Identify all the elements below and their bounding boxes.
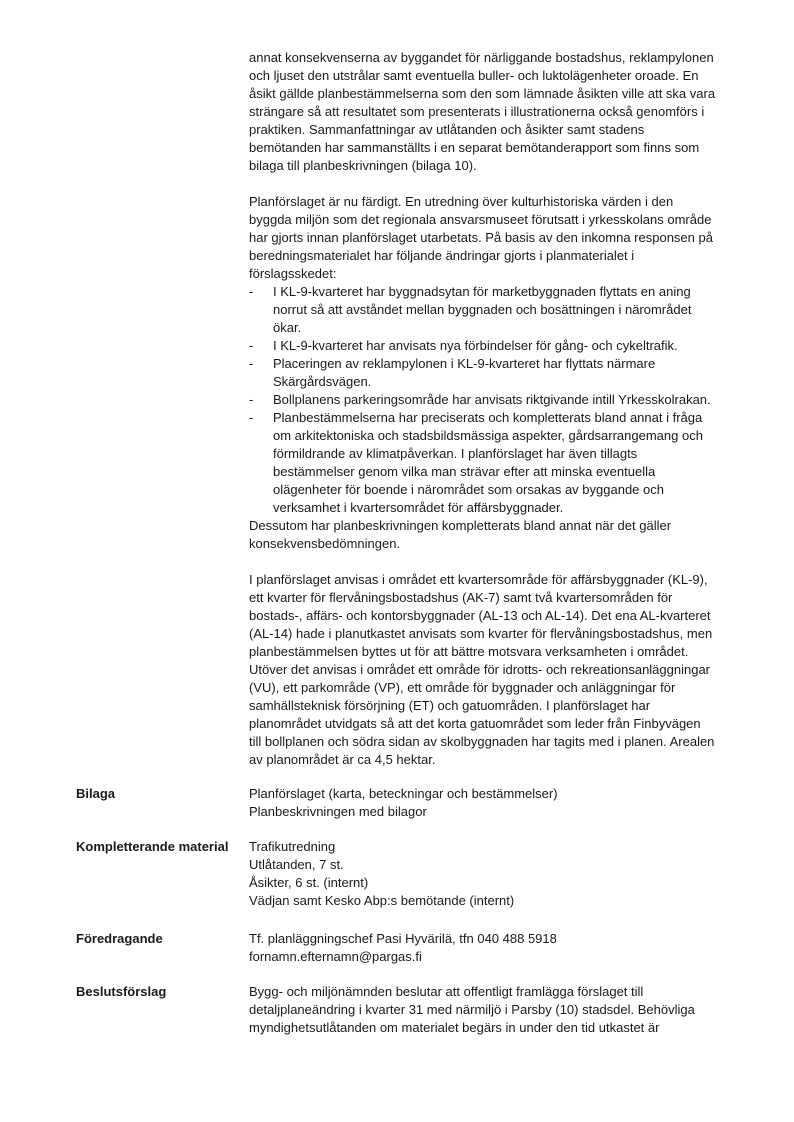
list-bullet: - (249, 410, 254, 425)
section-value: Planförslaget (karta, beteckningar och bestämmelser) Planbeskrivningen med bilagor (249, 786, 558, 819)
section-label: Beslutsförslag (76, 984, 167, 999)
paragraph-changes-intro: Planförslaget är nu färdigt. En utredning över kulturhistoriska värden i den byggda miljön som det regionala ansvarsmuseet förutsatt i yrkesskolans område har gjorts innan planförslaget utarbetats. På basis av den inkomna responsen på beredningsmaterialet har följande ändringar gjorts i planmaterialet i förslagsskedet: (249, 194, 713, 281)
list-item: - I KL-9-kvarteret har byggnadsytan för marketbyggnaden flyttats en aning norrut så att avståndet mellan byggnaden och bosättningen i närområdet ökar. (249, 284, 692, 335)
list-bullet: - (249, 284, 254, 299)
section-value: Trafikutredning Utlåtanden, 7 st. Åsikter, 6 st. (internt) Vädjan samt Kesko Abp:s bemötande (internt) (249, 839, 515, 908)
paragraph-changes-outro: Dessutom har planbeskrivningen kompletterats bland annat när det gäller konsekvensbedömningen. (249, 518, 672, 551)
section-value: Bygg- och miljönämnden beslutar att offentligt framlägga förslaget till detaljplaneändring i kvarter 31 med närmiljö i Parsby (10) stadsdel. Behövliga myndighetsutlåtanden om materialet begärs in under den tid utkastet är (249, 984, 695, 1035)
list-bullet: - (249, 392, 254, 407)
body-text (249, 49, 739, 769)
list-item: - Placeringen av reklampylonen i KL-9-kvarteret har flyttats närmare Skärgårdsvägen. (249, 356, 656, 389)
email-text: fornamn.efternamn@pargas.fi (249, 949, 422, 964)
section-label: Kompletterande material (76, 839, 229, 854)
list-bullet: - (249, 356, 254, 371)
changes-list (249, 283, 739, 517)
paragraph-consultation-summary: annat konsekvenserna av byggandet för närliggande bostadshus, reklampylonen och ljuset den utstrålar samt eventuella buller- och luktolägenheter oroade. En åsikt gällde planbestämmelserna som den som lämnade åsikten ville att ska vara strängare så att resultatet som presenterats i illustrationerna också genomförs i praktiken. Sammanfattningar av utlåtanden och åsikter samt stadens bemötanden har sammanställts i en separat bemötanderapport som finns som bilaga till planbeskrivningen (bilaga 10). (249, 50, 716, 173)
list-item: - Planbestämmelserna har preciserats och kompletterats bland annat i fråga om arkitektoniska och stadsbildsmässiga aspekter, gårdsarrangemang och förmildrande av klimatpåverkan. I planförslaget har även tillagts bestämmelser genom vilka man strävar efter att minska eventuella olägenheter för boende i närområdet som orsakas av byggande och verksamhet i kvartersområdet för affärsbyggnader. (249, 410, 703, 515)
list-bullet: - (249, 338, 254, 353)
section-value: Tf. planläggningschef Pasi Hyvärilä, tfn 040 488 5918 fornamn.efternamn@pargas.fi (249, 930, 739, 966)
section-label: Föredragande (76, 931, 163, 946)
list-item: - Bollplanens parkeringsområde har anvisats riktgivande intill Yrkesskolrakan. (249, 392, 711, 407)
list-item: - I KL-9-kvarteret har anvisats nya förbindelser för gång- och cykeltrafik. (249, 338, 678, 353)
paragraph-plan-content: I planförslaget anvisas i området ett kvartersområde för affärsbyggnader (KL-9), ett kvarter för flervåningsbostadshus (AK-7) samt två kvartersområden för bostads-, affärs- och kontorsbyggnader (AL-13 och AL-14). Det ena AL-kvarteret (AL-14) hade i planutkastet anvisats som kvarter för flervåningsbostadshus, men planbestämmelsen byttes ut för att bättre motsvara verksamheten i området. Utöver det anvisas i området ett område för idrotts- och rekreationsanläggningar (VU), ett parkområde (VP), ett område för byggnader och anläggningar för samhällsteknisk försörjning (ET) och gatuområden. I planförslaget har planområdet utvidgats så att det korta gatuområdet som leder från Finbyvägen till bollplanen och södra sidan av skolbyggnaden har tagits med i planen. Arealen av planområdet är ca 4,5 hektar. (249, 572, 715, 767)
section-label: Bilaga (76, 786, 116, 801)
